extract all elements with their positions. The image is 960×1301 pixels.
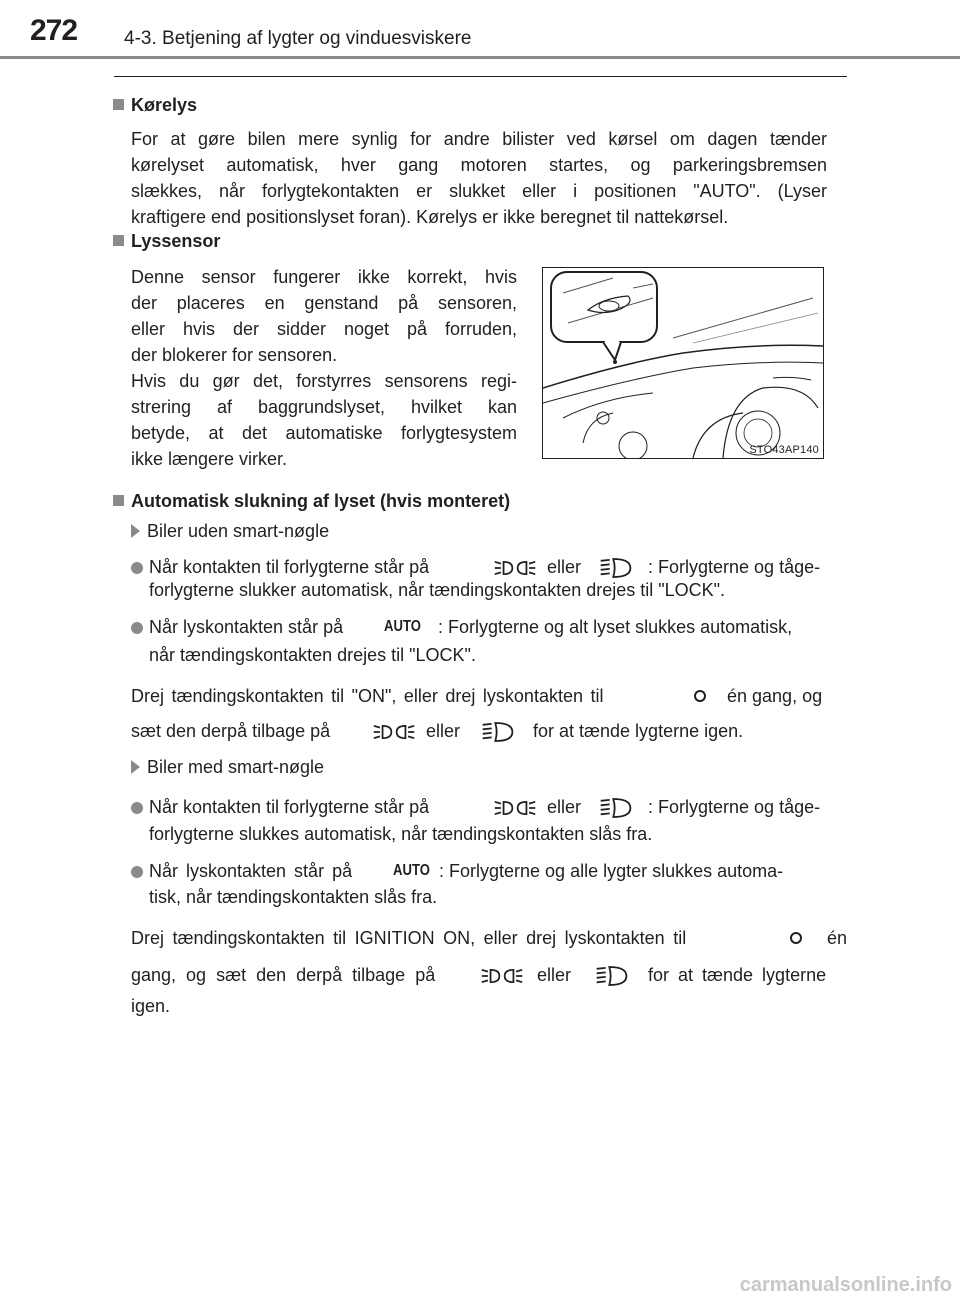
header-rule — [114, 76, 847, 77]
auto-icon: AUTO — [384, 618, 421, 635]
subheading-without-smart-key: Biler uden smart-nøgle — [131, 521, 329, 542]
header-divider — [0, 56, 960, 59]
bullet-1-line-2: forlygterne slukker automatisk, når tændingskontakten drejes til "LOCK". — [149, 580, 726, 600]
paragraph-1-line-2-end: for at tænde lygterne igen. — [533, 721, 744, 741]
tail-lamp-icon — [372, 720, 416, 744]
auto-icon: AUTO — [393, 862, 430, 879]
triangle-bullet-icon — [131, 760, 140, 774]
bullet-3-line-2: forlygterne slukkes automatisk, når tændingskontakten slås fra. — [149, 824, 653, 844]
circle-bullet-icon — [131, 802, 143, 814]
tail-lamp-icon — [480, 964, 524, 988]
heading-auto-off: Automatisk slukning af lyset (hvis monteret) — [113, 491, 510, 512]
headlight-icon — [598, 796, 634, 820]
square-bullet-icon — [113, 235, 124, 246]
or-text: eller — [426, 721, 461, 741]
figure-code: STO43AP140 — [749, 444, 819, 456]
section-title: 4-3. Betjening af lygter og vinduesviskere — [124, 28, 472, 49]
bullet-2-line-1: Når lyskontakten står på — [131, 617, 343, 638]
paragraph-2-line-2-end: for at tænde lygterne — [648, 965, 827, 985]
headlight-icon — [598, 556, 634, 580]
tail-lamp-icon — [493, 556, 537, 580]
triangle-bullet-icon — [131, 524, 140, 538]
paragraph-2-line-3: igen. — [131, 996, 171, 1016]
headlight-icon — [594, 964, 630, 988]
paragraph-1-line-1: Drej tændingskontakten til "ON", eller drej lyskontakten til — [131, 686, 604, 706]
square-bullet-icon — [113, 99, 124, 110]
square-bullet-icon — [113, 495, 124, 506]
or-text: eller — [547, 557, 582, 577]
paragraph-1-line-2: sæt den derpå tilbage på — [131, 721, 331, 741]
korelys-paragraph: For at gøre bilen mere synlig for andre bilister ved kørsel om dagen tænder kørelyset automatisk, hver gang motoren startes, og parkeringsbremsen slækkes, når forlygtekontakten er slukket eller i positionen "AUTO". (Lyser kraftigere end positionslyset foran). Kørelys er ikke beregnet til nattekørsel. — [131, 129, 827, 227]
bullet-3-line-1: Når kontakten til forlygterne står på — [131, 797, 429, 818]
paragraph-2-line-2: gang, og sæt den derpå tilbage på — [131, 965, 436, 985]
bullet-4-line-1: Når lyskontakten står på — [131, 861, 352, 882]
bullet-4-line-2: tisk, når tændingskontakten slås fra. — [149, 887, 438, 907]
paragraph-2-line-1: Drej tændingskontakten til IGNITION ON, eller drej lyskontakten til — [131, 928, 687, 948]
lyssensor-paragraph: Denne sensor fungerer ikke korrekt, hvis der placeres en genstand på sensoren, eller hvis der sidder noget på forruden, der blokerer for sensoren. Hvis du gør det, forstyrres sensorens regi- strering af baggrundslyset, hvilket kan betyde, at det automatiske forlygtesystem ikke længere virker. — [131, 267, 517, 469]
bullet-1-line-1-end: : Forlygterne og tåge- — [648, 557, 821, 577]
page-number: 272 — [30, 14, 78, 47]
bullet-2-line-2: når tændingskontakten drejes til "LOCK". — [149, 645, 476, 665]
heading-korelys: Kørelys — [113, 95, 197, 116]
bullet-3-line-1-end: : Forlygterne og tåge- — [648, 797, 821, 817]
dashboard-drawing — [543, 268, 823, 458]
circle-bullet-icon — [131, 866, 143, 878]
lights-off-icon — [690, 686, 710, 706]
bullet-4-line-1-end: : Forlygterne og alle lygter slukkes automa- — [439, 861, 784, 881]
paragraph-2-line-1-end: én — [827, 928, 848, 948]
bullet-2-line-1-end: : Forlygterne og alt lyset slukkes automatisk, — [438, 617, 793, 637]
headlight-icon — [480, 720, 516, 744]
circle-bullet-icon — [131, 562, 143, 574]
paragraph-1-line-1-end: én gang, og — [727, 686, 823, 706]
bullet-1-line-1: Når kontakten til forlygterne står på — [131, 557, 429, 578]
heading-lyssensor: Lyssensor — [113, 231, 220, 252]
or-text: eller — [537, 965, 572, 985]
lights-off-icon — [786, 928, 806, 948]
dashboard-sensor-illustration — [542, 267, 824, 459]
subheading-with-smart-key: Biler med smart-nøgle — [131, 757, 324, 778]
tail-lamp-icon — [493, 796, 537, 820]
or-text: eller — [547, 797, 582, 817]
watermark: carmanualsonline.info — [739, 1274, 952, 1296]
circle-bullet-icon — [131, 622, 143, 634]
